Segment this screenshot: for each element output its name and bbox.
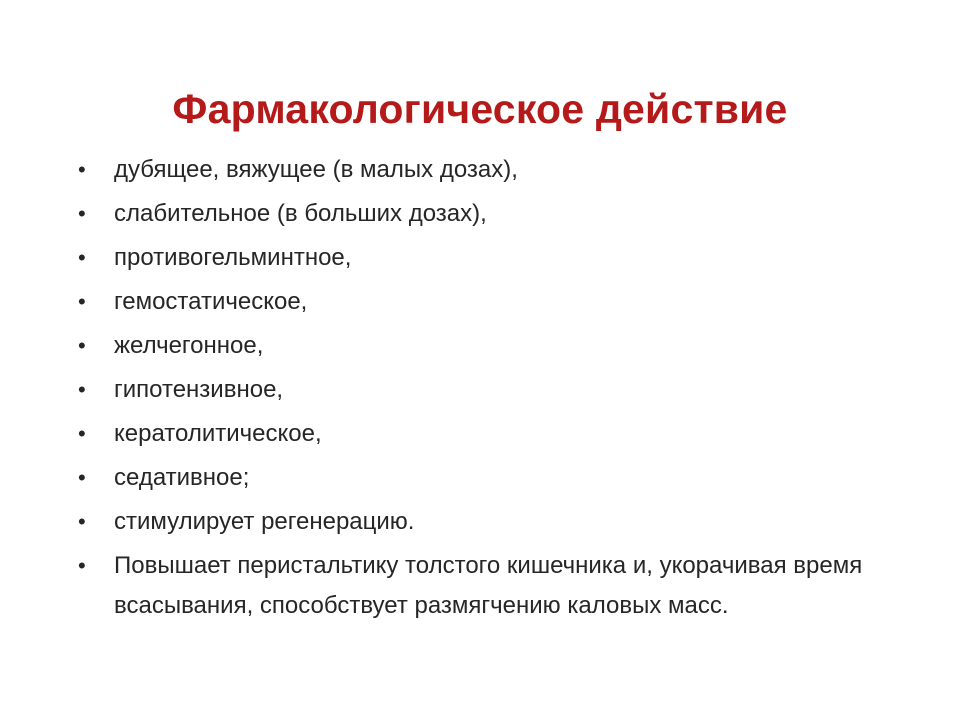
list-item-text: седативное;	[114, 464, 250, 491]
bullet-list	[78, 150, 898, 630]
bullet-icon: •	[78, 553, 86, 578]
bullet-icon: •	[78, 465, 86, 490]
bullet-icon: •	[78, 201, 86, 226]
bullet-icon: •	[78, 509, 86, 534]
slide-title: Фармакологическое действие	[172, 86, 788, 132]
list-item	[78, 282, 898, 322]
list-item	[78, 458, 898, 498]
list-item	[78, 370, 898, 410]
list-item-text: желчегонное,	[114, 332, 264, 359]
bullet-icon: •	[78, 289, 86, 314]
bullet-icon: •	[78, 157, 86, 182]
list-item-text: гемостатическое,	[114, 288, 308, 315]
list-item	[78, 326, 898, 366]
list-item	[78, 150, 898, 190]
list-item	[78, 502, 898, 542]
bullet-icon: •	[78, 245, 86, 270]
list-item-text: слабительное (в больших дозах),	[114, 200, 487, 227]
list-item	[78, 546, 898, 626]
list-item-text: Повышает перистальтику толстого кишечника и, укорачивая время всасывания, способствует размягчению каловых масс.	[114, 552, 863, 619]
bullet-icon: •	[78, 421, 86, 446]
list-item-text: дубящее, вяжущее (в малых дозах),	[114, 156, 518, 183]
list-item	[78, 194, 898, 234]
bullet-icon: •	[78, 377, 86, 402]
list-item-text: противогельминтное,	[114, 244, 352, 271]
bullet-icon: •	[78, 333, 86, 358]
list-item-text: кератолитическое,	[114, 420, 322, 447]
list-item-text: гипотензивное,	[114, 376, 284, 403]
list-item	[78, 414, 898, 454]
list-item	[78, 238, 898, 278]
list-item-text: стимулирует регенерацию.	[114, 508, 415, 535]
